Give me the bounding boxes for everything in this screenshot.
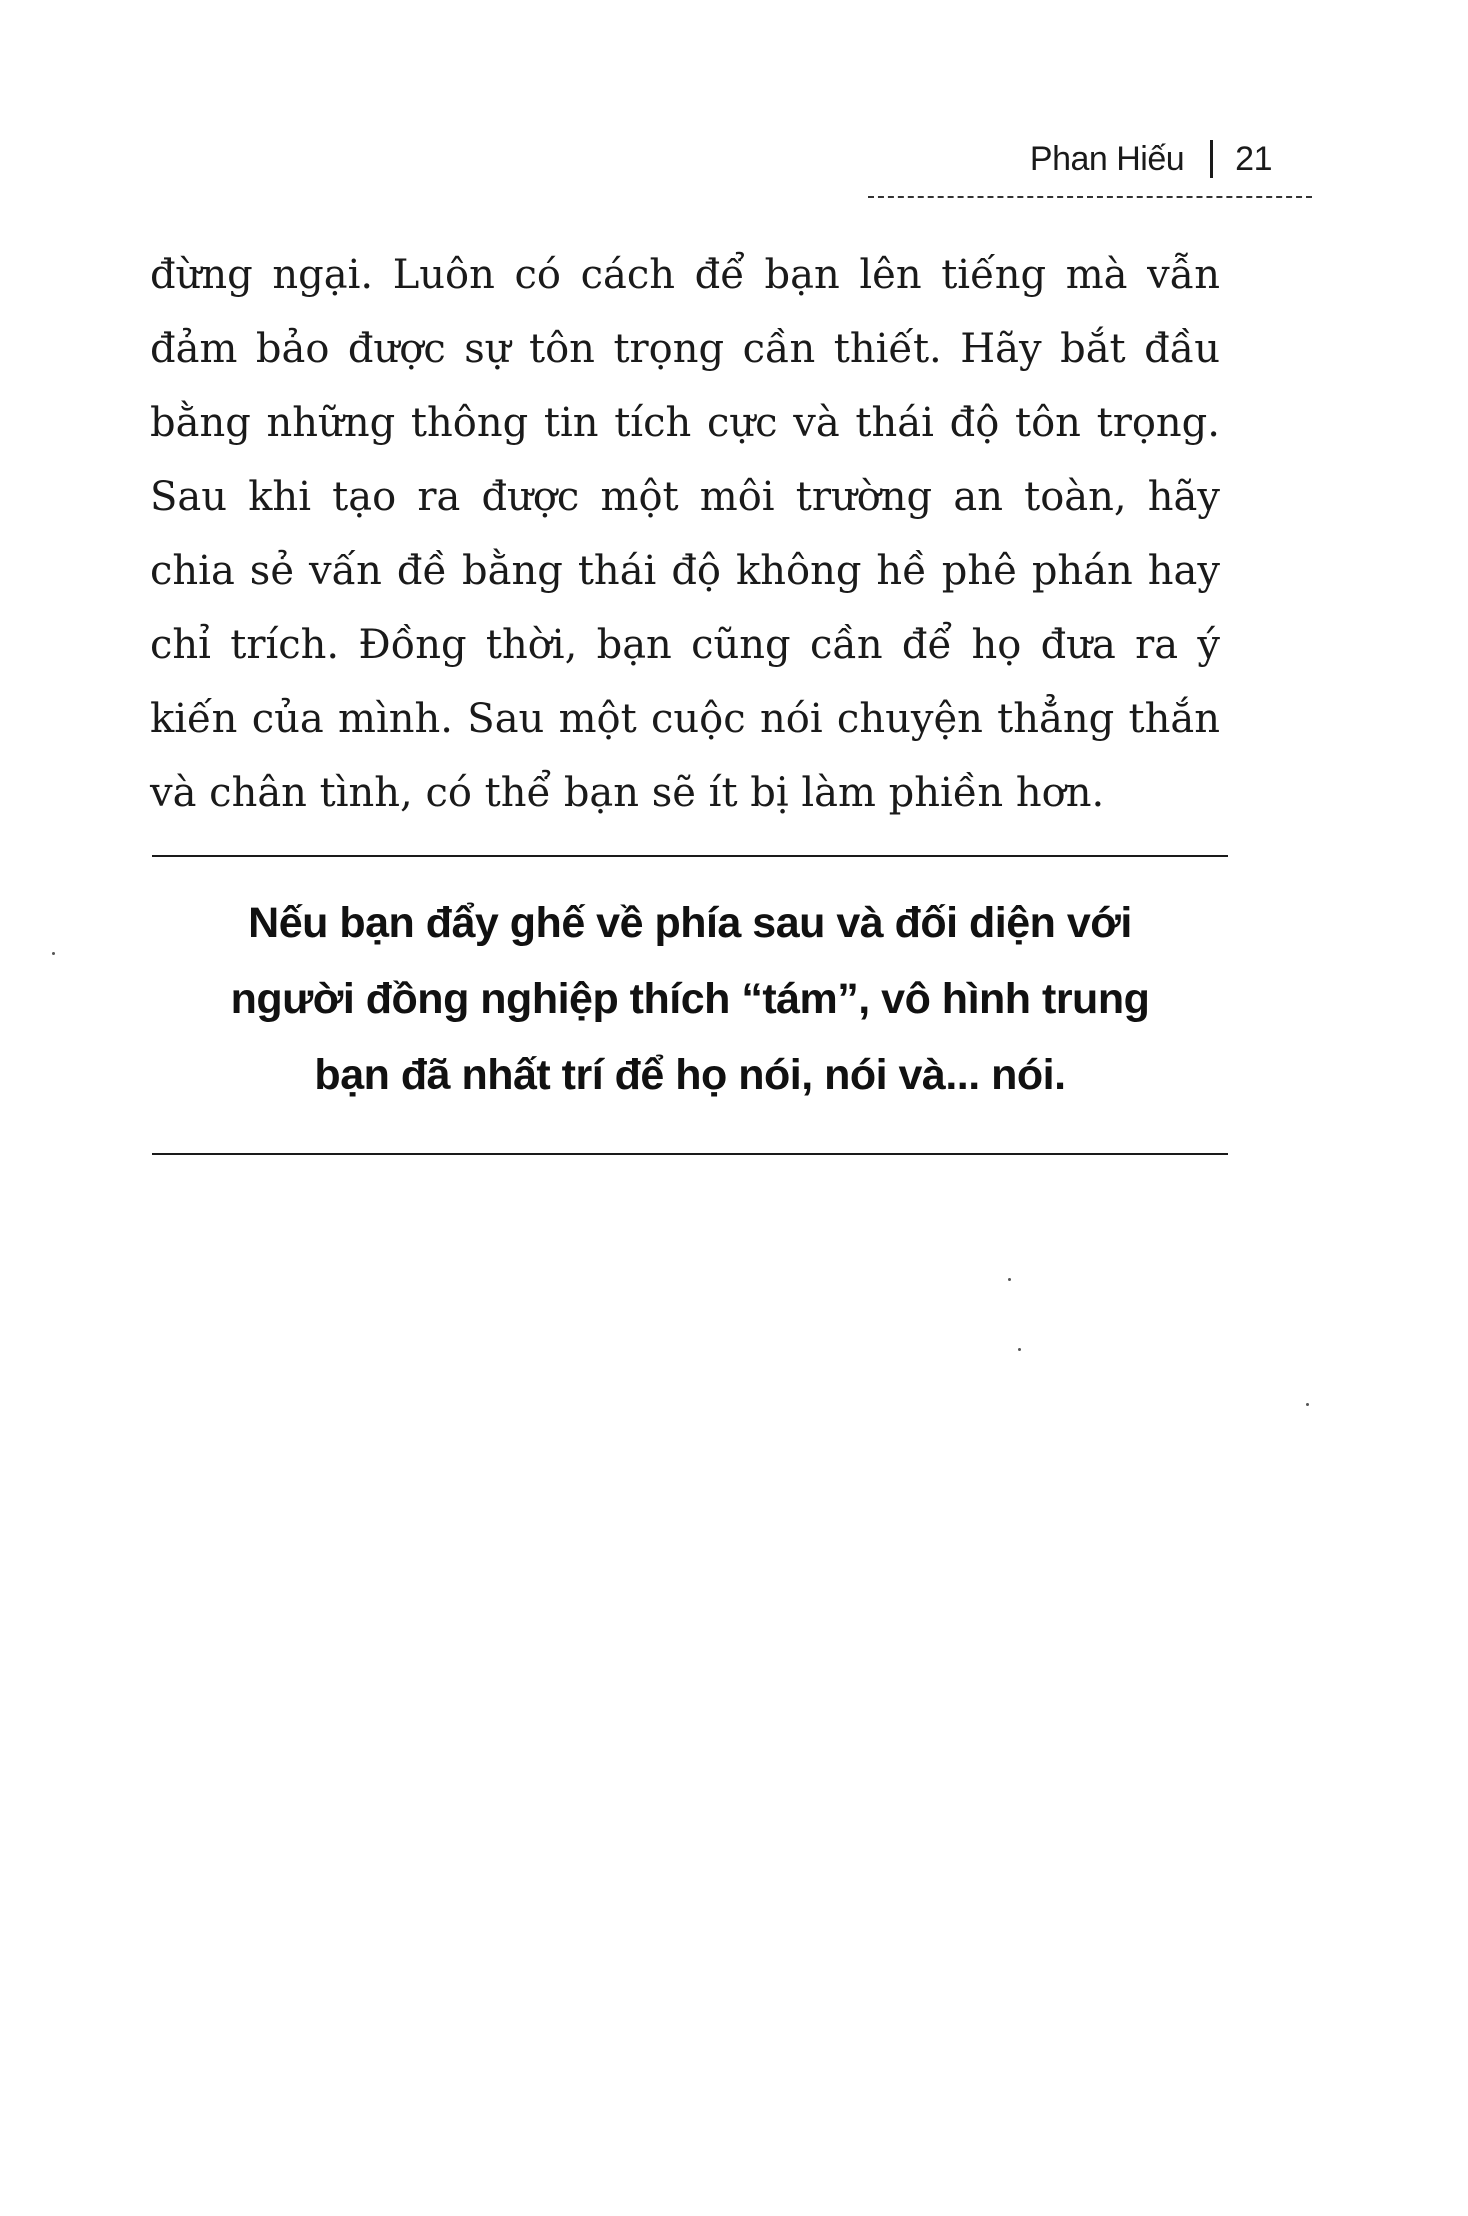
- page-number: 21: [1235, 140, 1272, 178]
- scan-speck: [1018, 1348, 1021, 1351]
- header-author: Phan Hiếu: [1029, 140, 1185, 178]
- header-text: [1030, 140, 1272, 179]
- pullquote-text: Nếu bạn đẩy ghế về phía sau và đối diện với người đồng nghiệp thích “tám”, vô hình trung bạn đã nhất trí để họ nói, nói và... nói.: [230, 899, 1150, 1099]
- running-header: [868, 128, 1312, 198]
- scan-speck: [1306, 1403, 1309, 1406]
- header-separator: [1210, 140, 1213, 178]
- pullquote-box: [152, 855, 1228, 1155]
- scan-speck: [1008, 1278, 1011, 1281]
- scan-speck: [52, 952, 55, 955]
- header-dashed-rule: [868, 196, 1312, 198]
- body-paragraph: đừng ngại. Luôn có cách để bạn lên tiếng mà vẫn đảm bảo được sự tôn trọng cần thiết. Hãy bắt đầu bằng những thông tin tích cực và thái độ tôn trọng. Sau khi tạo ra được một môi trường an toàn, hãy chia sẻ vấn đề bằng thái độ không hề phê phán hay chỉ trích. Đồng thời, bạn cũng cần để họ đưa ra ý kiến của mình. Sau một cuộc nói chuyện thẳng thắn và chân tình, có thể bạn sẽ ít bị làm phiền hơn.: [150, 252, 1220, 816]
